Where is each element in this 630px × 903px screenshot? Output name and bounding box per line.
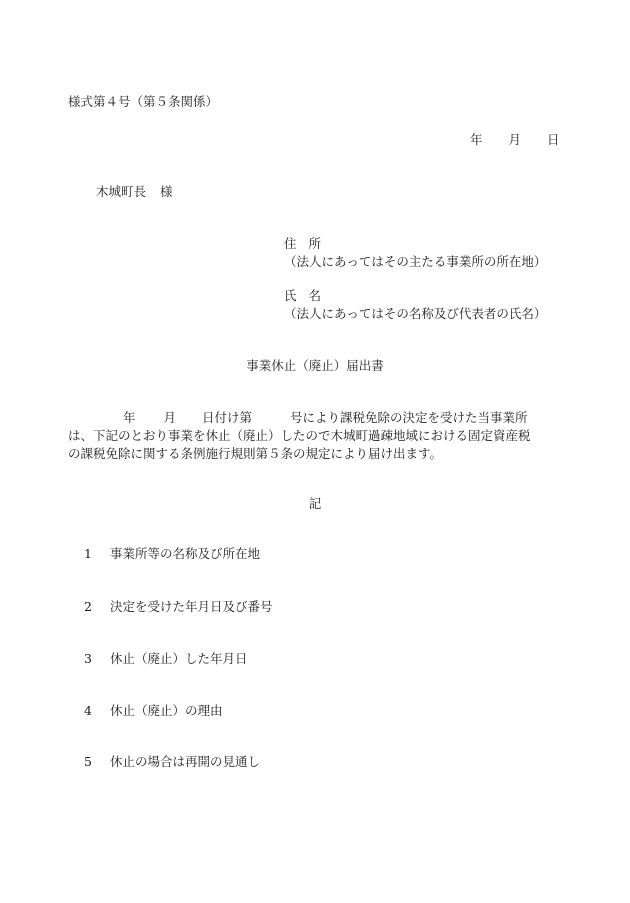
item-text: 休止（廃止）の理由 (110, 703, 223, 718)
date-month-label: 月 (508, 132, 522, 147)
body-line-1 (68, 409, 562, 427)
body-line-3: の課税免除に関する条例施行規則第５条の規定により届け出ます。 (68, 446, 443, 461)
list-item (84, 548, 260, 561)
name-note: （法人にあってはその名称及び代表者の氏名） (284, 306, 547, 321)
item-text: 休止（廃止）した年月日 (110, 651, 248, 666)
date-year-label: 年 (470, 132, 483, 147)
form-number: 様式第４号（第５条関係） (68, 94, 219, 109)
address-label-char-1: 住 (284, 236, 297, 251)
addressee (96, 186, 173, 199)
address-label (284, 238, 321, 251)
item-number: 1 (84, 546, 92, 561)
list-item (84, 705, 223, 718)
body-line-2: は、下記のとおり事業を休止（廃止）したので木城町過疎地域における固定資産税 (68, 428, 531, 443)
address-label-char-2: 所 (308, 236, 322, 251)
addressee-honorific: 様 (160, 184, 173, 199)
item-number: 2 (84, 599, 92, 614)
list-item (84, 601, 273, 614)
item-number: 3 (84, 651, 92, 666)
body-year: 年 (123, 410, 136, 425)
body-line-1-rest: 号により課税免除の決定を受けた当事業所 (290, 410, 528, 425)
address-note: （法人にあってはその主たる事業所の所在地） (284, 254, 547, 269)
name-label (284, 290, 321, 303)
body-paragraph (68, 409, 562, 463)
addressee-office: 木城町長 (96, 184, 147, 199)
date-day-label: 日 (547, 132, 560, 147)
body-date-suffix: 日付け第 (202, 410, 253, 425)
list-item (84, 653, 248, 666)
document-title: 事業休止（廃止）届出書 (246, 358, 384, 373)
body-month: 月 (163, 410, 177, 425)
name-label-char-2: 名 (308, 288, 322, 303)
item-text: 休止の場合は再開の見通し (110, 754, 261, 769)
list-item (84, 756, 260, 769)
item-number: 4 (84, 703, 92, 718)
name-label-char-1: 氏 (284, 288, 297, 303)
item-text: 事業所等の名称及び所在地 (110, 546, 261, 561)
date-line (470, 134, 560, 147)
item-number: 5 (84, 754, 92, 769)
item-text: 決定を受けた年月日及び番号 (110, 599, 273, 614)
ki-heading: 記 (308, 496, 322, 511)
